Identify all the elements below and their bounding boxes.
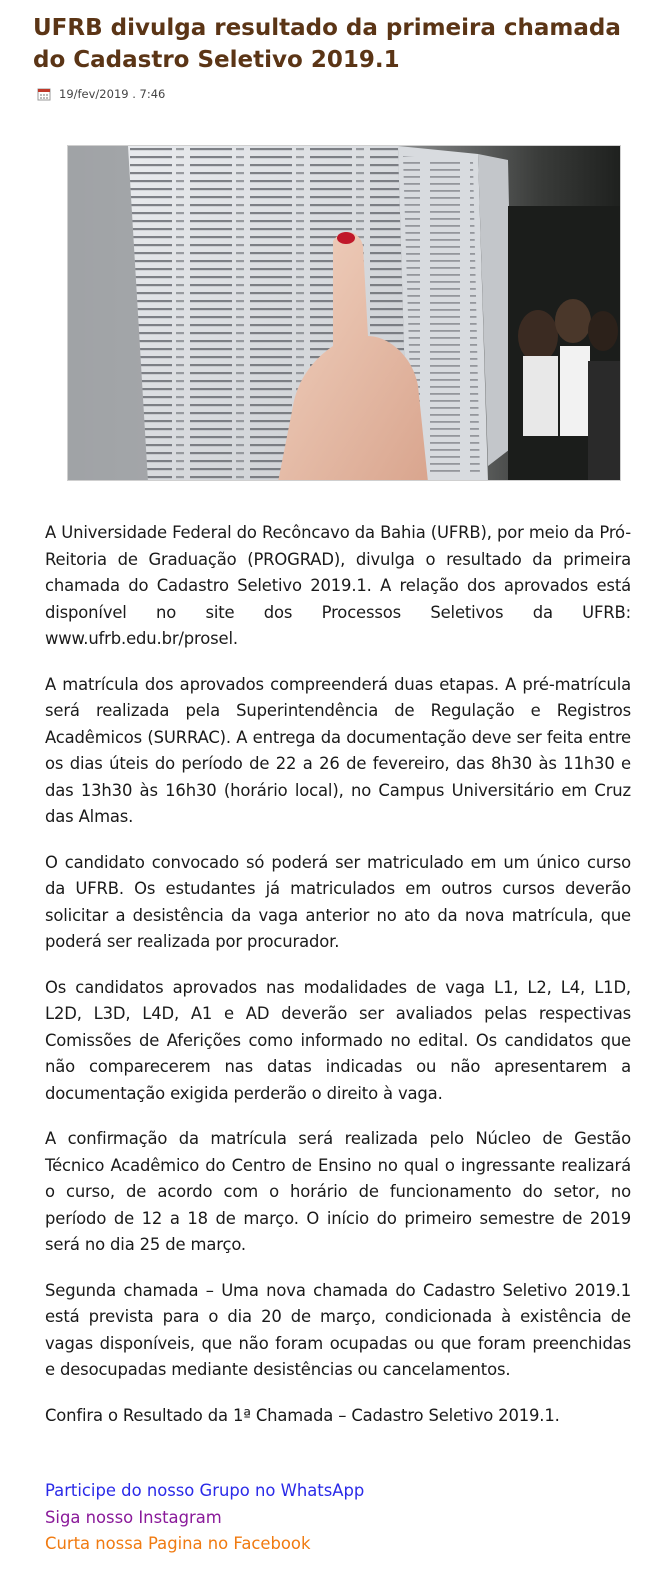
article-paragraph: A Universidade Federal do Recôncavo da Bahia (UFRB), por meio da Pró-Reitoria de Graduação (PROGRAD), divulga o resultado da primeira chamada do Cadastro Seletivo 2019.1. A relação dos aprovados está disponível no site dos Processos Seletivos da UFRB: www.ufrb.edu.br/prosel. [45,523,631,648]
article-date: 19/fev/2019 . 7:46 [59,87,166,101]
article-photo [67,145,621,481]
article-paragraph: A confirmação da matrícula será realizada pelo Núcleo de Gestão Técnico Acadêmico do Centro de Ensino no qual o ingressante realizará o curso, de acordo com o horário de funcionamento do setor, no período de 12 a 18 de março. O início do primeiro semestre de 2019 será no dia 25 de março. [45,1129,631,1254]
social-links [45,1478,364,1558]
article-title: UFRB divulga resultado da primeira chamada do Cadastro Seletivo 2019.1 [33,15,621,73]
article-paragraph: O candidato convocado só poderá ser matriculado em um único curso da UFRB. Os estudantes já matriculados em outros cursos deverão solicitar a desistência da vaga anterior no ato da nova matrícula, que poderá ser realizada por procurador. [45,852,631,951]
article-paragraph[interactable]: Confira o Resultado da 1ª Chamada – Cadastro Seletivo 2019.1. [45,1405,560,1425]
instagram-link[interactable]: Siga nosso Instagram [45,1507,222,1527]
article-body [45,520,631,1429]
article-dateline [37,86,165,102]
article-paragraph: A matrícula dos aprovados compreenderá duas etapas. A pré-matrícula será realizada pela Superintendência de Regulação e Registros Acadêmicos (SURRAC). A entrega da documentação deve ser feita entre os dias úteis do período de 22 a 26 de fevereiro, das 8h30 às 11h30 e das 13h30 às 16h30 (horário local), no Campus Universitário em Cruz das Almas. [45,674,631,826]
facebook-page-link[interactable]: Curta nossa Pagina no Facebook [45,1534,311,1553]
article-paragraph: Segunda chamada – Uma nova chamada do Cadastro Seletivo 2019.1 está prevista para o dia 20 de março, condicionada à existência de vagas disponíveis, que não foram ocupadas ou que foram preenchidas e desocupadas mediante desistências ou cancelamentos. [45,1280,631,1379]
calendar-icon [37,87,51,101]
article-paragraph: Os candidatos aprovados nas modalidades de vaga L1, L2, L4, L1D, L2D, L3D, L4D, A1 e AD deverão ser avaliados pelas respectivas Comissões de Aferições como informado no edital. Os candidatos que não comparecerem nas datas indicadas ou não apresentarem a documentação exigida perderão o direito à vaga. [45,977,631,1103]
whatsapp-group-link[interactable]: Participe do nosso Grupo no WhatsApp [45,1481,365,1500]
